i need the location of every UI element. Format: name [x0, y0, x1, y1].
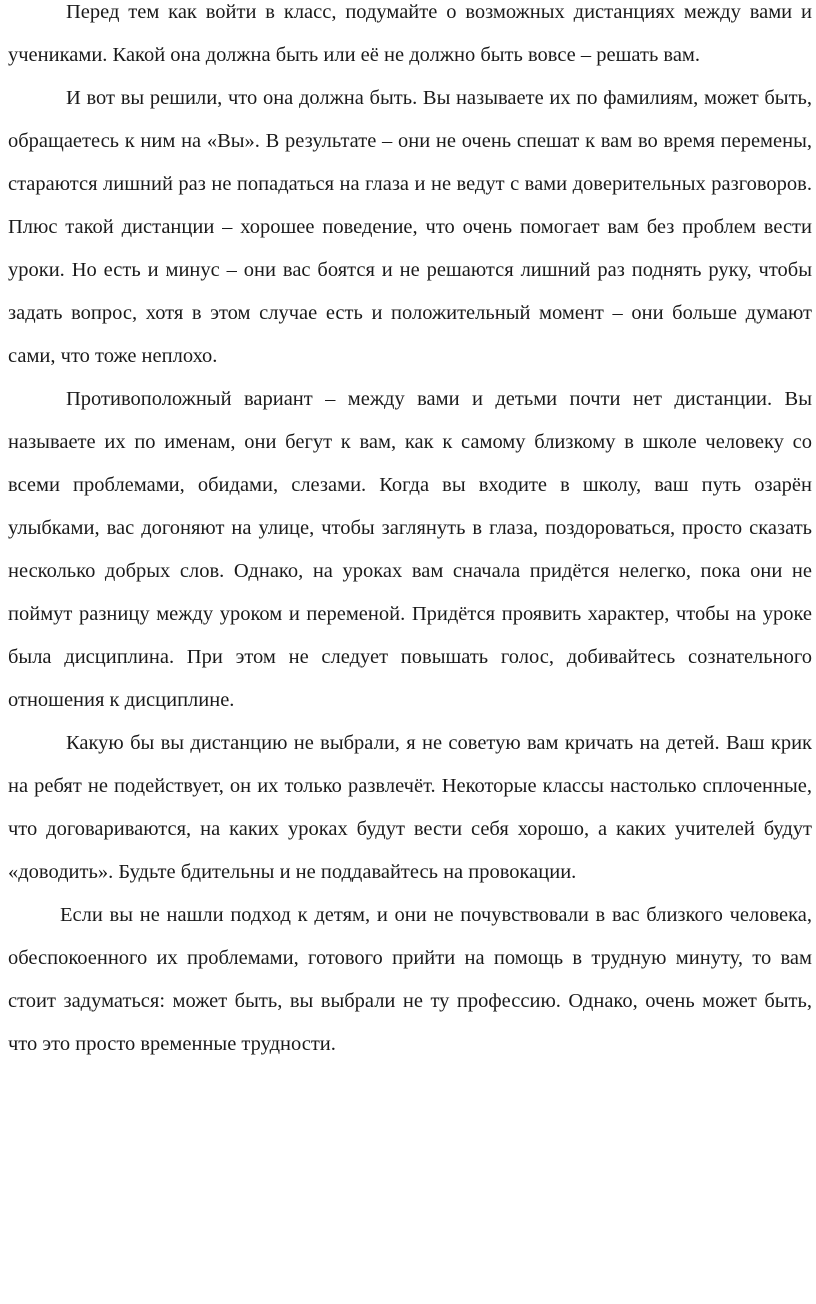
paragraph-distance-intro: Перед тем как войти в класс, подумайте о возможных дистанциях между вами и учениками. Какой она должна быть или её не должно быть вовсе – решать вам.	[8, 1, 812, 66]
paragraph-no-shouting: Какую бы вы дистанцию не выбрали, я не советую вам кричать на детей. Ваш крик на ребят не подействует, он их только развлечёт. Некоторые классы настолько сплоченные, что договариваются, на каких уроках будут вести себя хорошо, а каких учителей будут «доводить». Будьте бдительны и не поддавайтесь на провокации.	[8, 732, 812, 883]
paragraph-conclusion: Если вы не нашли подход к детям, и они не почувствовали в вас близкого человека, обеспокоенного их проблемами, готового прийти на помощь в трудную минуту, то вам стоит задуматься: может быть, вы выбрали не ту профессию. Однако, очень может быть, что это просто временные трудности.	[8, 904, 812, 1055]
paragraph-no-distance: Противоположный вариант – между вами и детьми почти нет дистанции. Вы называете их по именам, они бегут к вам, как к самому близкому в школе человеку со всеми проблемами, обидами, слезами. Когда вы входите в школу, ваш путь озарён улыбками, вас догоняют на улице, чтобы заглянуть в глаза, поздороваться, просто сказать несколько добрых слов. Однако, на уроках вам сначала придётся нелегко, пока они не поймут разницу между уроком и переменой. Придётся проявить характер, чтобы на уроке была дисциплина. При этом не следует повышать голос, добивайтесь сознательного отношения к дисциплине.	[8, 388, 812, 711]
paragraph-formal-distance: И вот вы решили, что она должна быть. Вы называете их по фамилиям, может быть, обращаетесь к ним на «Вы». В результате – они не очень спешат к вам во время перемены, стараются лишний раз не попадаться на глаза и не ведут с вами доверительных разговоров. Плюс такой дистанции – хорошее поведение, что очень помогает вам без проблем вести уроки. Но есть и минус – они вас боятся и не решаются лишний раз поднять руку, чтобы задать вопрос, хотя в этом случае есть и положительный момент – они больше думают сами, что тоже неплохо.	[8, 87, 812, 367]
